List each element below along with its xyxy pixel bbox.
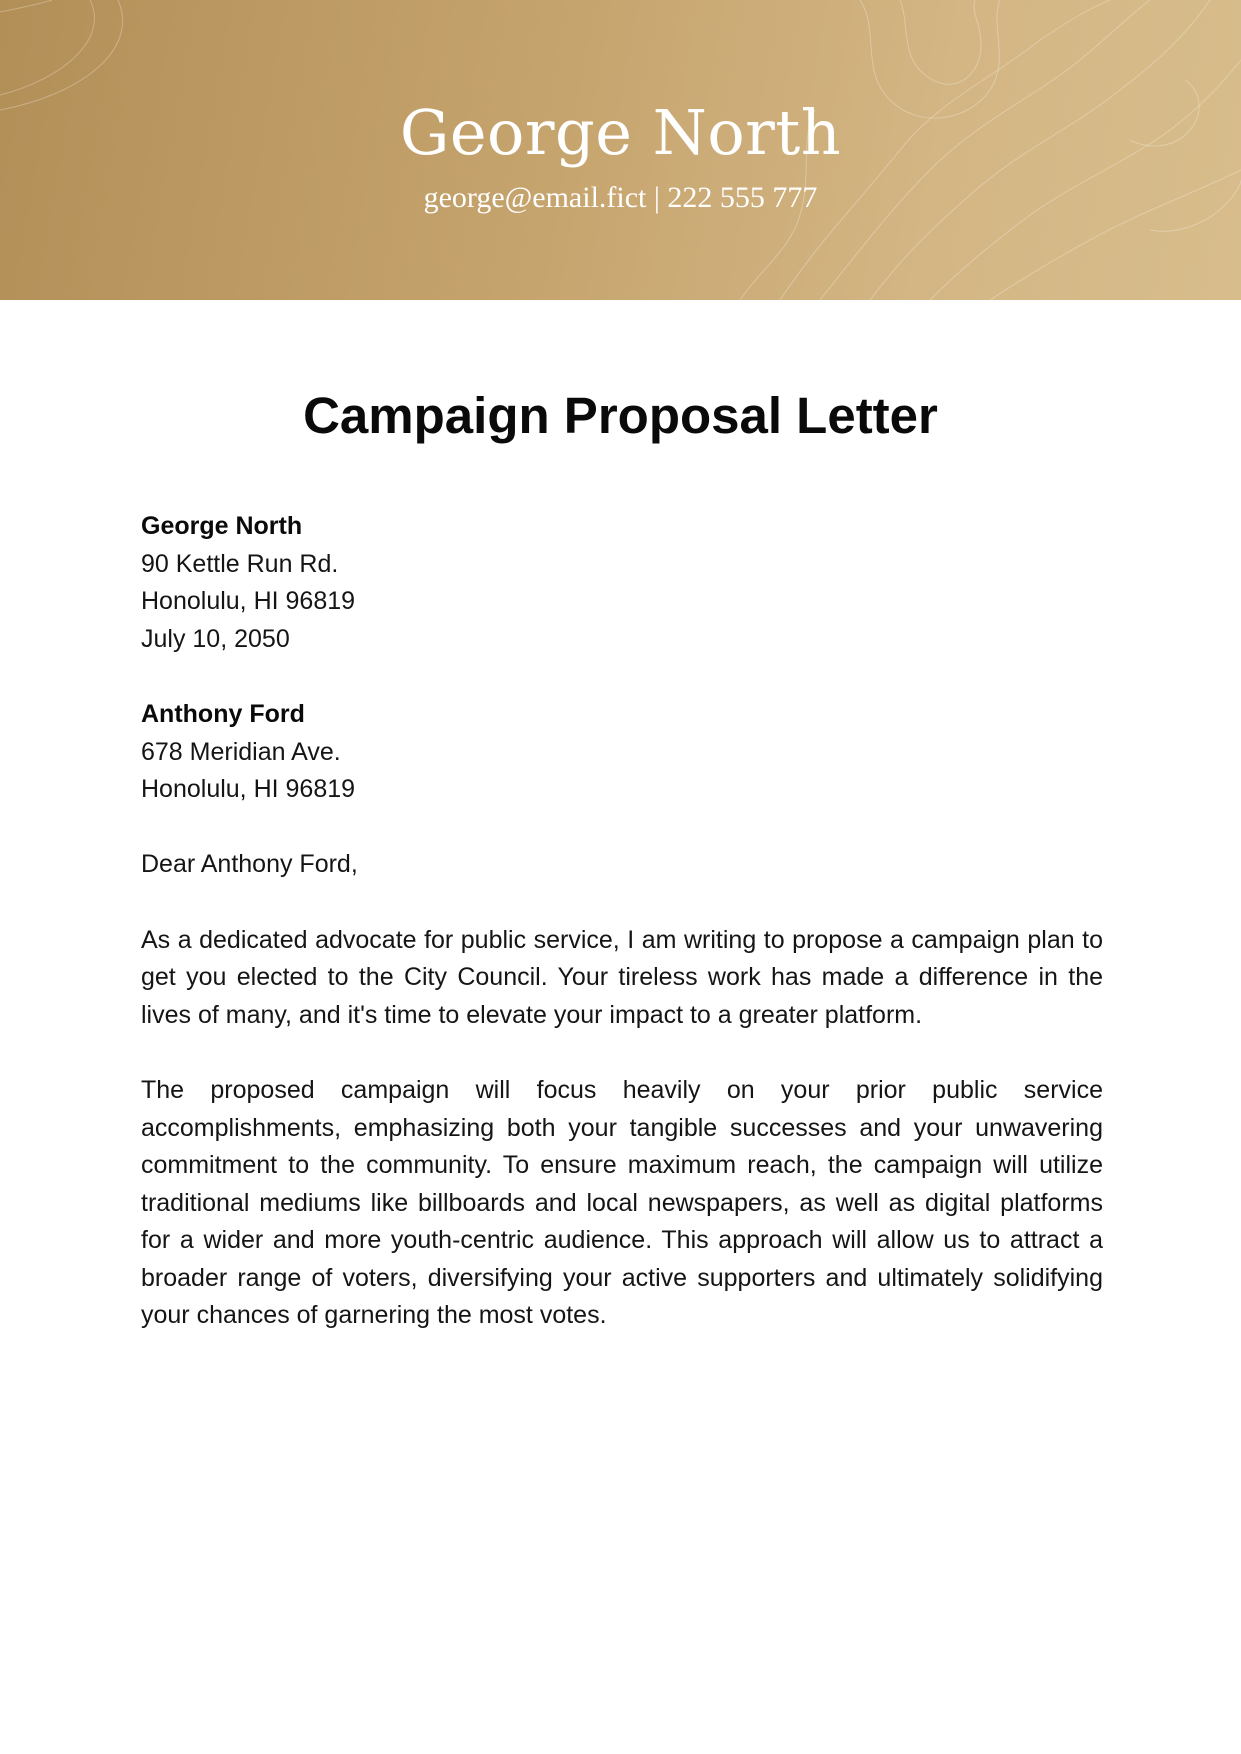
recipient-name: Anthony Ford: [141, 699, 305, 728]
body-paragraph-1: As a dedicated advocate for public service, I am writing to propose a campaign plan to get you elected to the City Council. Your tireless work has made a difference in the lives of many, and it's time to elevate your impact to a greater platform.: [141, 925, 1103, 1029]
sender-address-line2: Honolulu, HI 96819: [141, 587, 356, 616]
sender-address-line1: 90 Kettle Run Rd.: [141, 549, 339, 578]
document-title: Campaign Proposal Letter: [303, 387, 938, 444]
letter-date: July 10, 2050: [141, 624, 290, 653]
recipient-address-line1: 678 Meridian Ave.: [141, 737, 341, 766]
sender-name: George North: [141, 512, 303, 540]
body-paragraph-2: The proposed campaign will focus heavily on your prior public service accomplishments, emphasizing both your tangible successes and your unwavering commitment to the community. To ensure maximum reach, the campaign will utilize traditional mediums like billboards and local newspapers, as well as digital platforms for a wider and more youth-centric audience. This approach will allow us to attract a broader range of voters, diversifying your active supporters and ultimately solidifying your chances of garnering the most votes.: [141, 1075, 1103, 1330]
recipient-block: [141, 696, 1103, 809]
letter-body: [141, 508, 1103, 1373]
header-name: George North: [399, 96, 842, 169]
header-contact: george@email.fict | 222 555 777: [423, 181, 818, 214]
header-banner: [0, 0, 1241, 300]
recipient-address-line2: Honolulu, HI 96819: [141, 775, 356, 804]
salutation: Dear Anthony Ford,: [141, 850, 358, 879]
sender-block: [141, 508, 1103, 658]
